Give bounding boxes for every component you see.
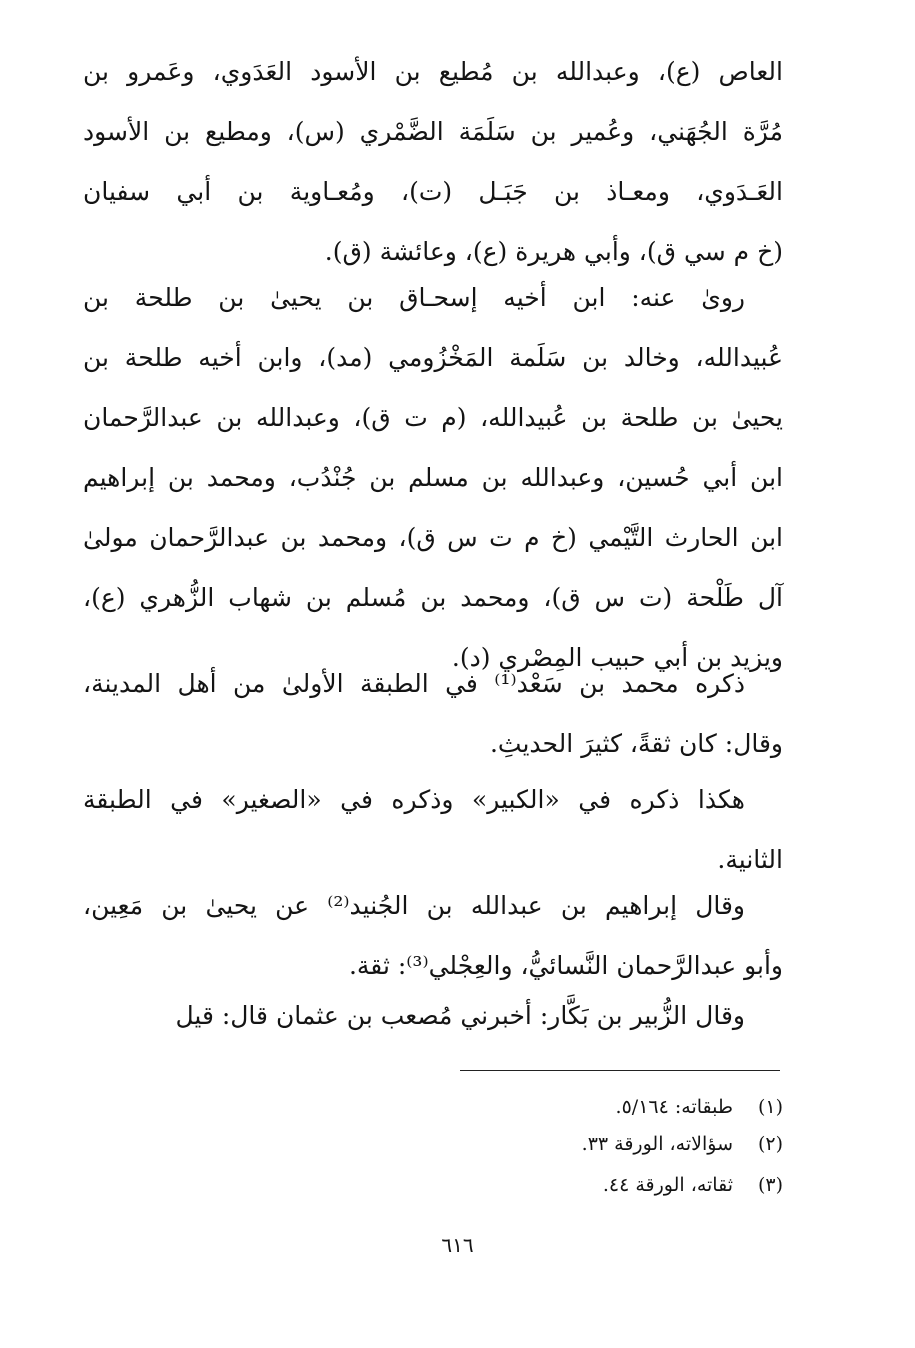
text-line: روىٰ عنه: ابن أخيه إسحـاق بن يحيىٰ بن طلحة بن (83, 283, 745, 312)
text-line: مُرَّة الجُهَني، وعُمير بن سَلَمَة الضَّمْري (س)، ومطيع بن الأسود (83, 117, 783, 146)
text-line: عُبيدالله، وخالد بن سَلَمة المَخْزُومي (مد)، وابن أخيه طلحة بن (83, 343, 783, 372)
text-line: ويزيد بن أبي حبيب المِصْري (د). (451, 643, 783, 672)
paragraph (83, 876, 783, 996)
text-line: وقال الزُّبير بن بَكَّار: أخبرني مُصعب بن عثمان قال: قيل (175, 1001, 745, 1030)
text-line: وقال إبراهيم بن عبدالله بن الجُنيد⁽²⁾ عن يحيىٰ بن مَعِين، (83, 891, 746, 920)
text-line: هكذا ذكره في «الكبير» وذكره في «الصغير» في الطبقة (83, 785, 745, 814)
footnote-number: (٢) (757, 1133, 783, 1155)
footnote-number: (٣) (757, 1174, 783, 1196)
text-line: ابن الحارث التَّيْمي (خ م ت س ق)، ومحمد بن عبدالرَّحمان مولىٰ (83, 523, 783, 552)
paragraph (83, 770, 783, 890)
text-line: (خ م سي ق)، وأبي هريرة (ع)، وعائشة (ق). (324, 237, 783, 266)
paragraph (83, 654, 783, 774)
footnote-number: (١) (757, 1096, 783, 1118)
footnote-text: ثقاته، الورقة ٤٤. (602, 1174, 733, 1196)
text-line: وأبو عبدالرَّحمان النَّسائيُّ، والعِجْلي⁽³⁾: ثقة. (348, 951, 783, 980)
text-line: وقال: كان ثقةً، كثيرَ الحديثِ. (489, 729, 783, 758)
footnote (616, 1087, 783, 1127)
text-line: آل طَلْحة (ت س ق)، ومحمد بن مُسلم بن شهاب الزُّهري (ع)، (83, 583, 783, 612)
text-line: يحيىٰ بن طلحة بن عُبيدالله، (م ت ق)، وعبدالله بن عبدالرَّحمان (83, 403, 783, 432)
text-line: الثانية. (717, 845, 783, 874)
page-number: ٦١٦ (441, 1233, 474, 1257)
footnote-text: طبقاته: ٥/١٦٤. (615, 1096, 733, 1118)
text-line: ذكره محمد بن سَعْد⁽¹⁾ في الطبقة الأولىٰ من أهل المدينة، (83, 669, 745, 698)
footnote (582, 1124, 783, 1164)
paragraph (83, 268, 783, 688)
text-line: ابن أبي حُسين، وعبدالله بن مسلم بن جُنْدُب، ومحمد بن إبراهيم (83, 463, 783, 492)
paragraph (83, 42, 783, 282)
footnote-separator (460, 1070, 780, 1071)
text-line: العاص (ع)، وعبدالله بن مُطيع بن الأسود العَدَوي، وعَمرو بن (83, 57, 783, 86)
footnote (603, 1165, 783, 1205)
text-line: العَـدَوي، ومعـاذ بن جَبَـل (ت)، ومُعـاوية بن أبي سفيان (83, 177, 783, 206)
paragraph (83, 986, 783, 1046)
footnote-text: سؤالاته، الورقة ٣٣. (581, 1133, 733, 1155)
